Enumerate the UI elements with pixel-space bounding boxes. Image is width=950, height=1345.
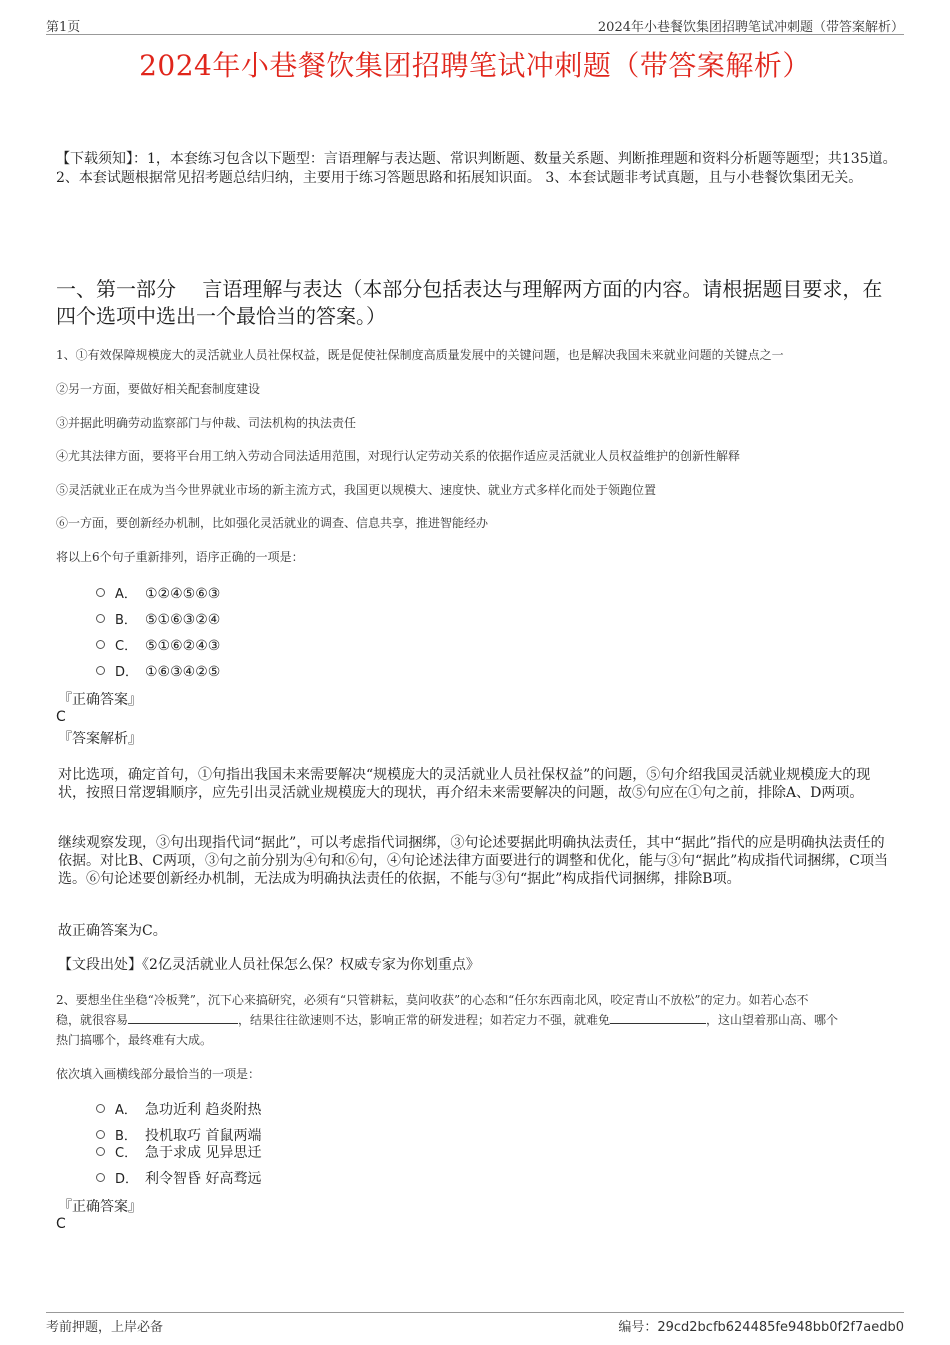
fill-blank-2 [610, 1011, 706, 1024]
q1-analysis-para-3: 故正确答案为C。 [58, 923, 167, 939]
header-doc-title: 2024年小巷餐饮集团招聘笔试冲刺题（带答案解析） [597, 20, 904, 35]
q2-answer-tag: 『正确答案』 [58, 1199, 142, 1215]
q1-source: 【文段出处】《2亿灵活就业人员社保怎么保？权威专家为你划重点》 [58, 957, 480, 973]
q1-analysis-para-2: 继续观察发现，③句出现指代词“据此”，可以考虑指代词捆绑，③句论述要据此明确执法责任，其中“据此”指代的应是明确执法责任的依据。对比B、C两项，③句之前分别为④句和⑥句，④句论述法律方面要进行的调整和优化，能与③句“据此”构成指代词捆绑，C项当选。⑥句论述要创新经办机制，无法成为明确执法责任的依据，不能与③句“据此”构成指代词捆绑，排除B项。 [58, 835, 889, 887]
q1-analysis-para-1: 对比选项，确定首句，①句指出我国未来需要解决“规模庞大的灵活就业人员社保权益”的问题，⑤句介绍我国灵活就业规模庞大的现状，按照日常逻辑顺序，应先引出灵活就业规模庞大的现状，再介绍未来需要解决的问题，故⑤句应在①句之前，排除A、D两项。 [58, 767, 871, 801]
footer-code: 编号：29cd2bcfb624485fe948bb0f2f7aedb0 [618, 1320, 904, 1335]
q1-prompt: 将以上6个句子重新排列，语序正确的一项是： [56, 550, 304, 564]
q1-analysis-tag: 『答案解析』 [58, 731, 142, 747]
document-title: 2024年小巷餐饮集团招聘笔试冲刺题（带答案解析） [139, 49, 811, 82]
radio-icon[interactable] [96, 1130, 105, 1139]
radio-icon[interactable] [96, 614, 105, 623]
q1-sentence-2: ②另一方面，要做好相关配套制度建设 [56, 382, 261, 396]
radio-icon[interactable] [96, 640, 105, 649]
section-heading: 一、第一部分 言语理解与表达（本部分包括表达与理解两方面的内容。请根据题目要求，在四个选项中选出一个最恰当的答案。） [56, 277, 883, 328]
radio-icon[interactable] [96, 1104, 105, 1113]
radio-icon[interactable] [96, 588, 105, 597]
q1-option-a[interactable]: A． ①②④⑤⑥③ [96, 585, 220, 604]
q1-sentence-1: 1、①有效保障规模庞大的灵活就业人员社保权益，既是促使社保制度高质量发展中的关键问题，也是解决我国未来就业问题的关键点之一 [56, 348, 784, 362]
q1-answer-tag: 『正确答案』 [58, 692, 142, 708]
q1-answer: C [56, 709, 66, 725]
q1-option-b[interactable]: B． ⑤①⑥③②④ [96, 611, 220, 630]
q2-option-c[interactable]: C． 急于求成 见异思迁 [96, 1144, 261, 1163]
q1-option-c[interactable]: C． ⑤①⑥②④③ [96, 637, 220, 656]
q1-option-d[interactable]: D． ①⑥③④②⑤ [96, 663, 220, 682]
q1-sentence-6: ⑥一方面，要创新经办机制，比如强化灵活就业的调查、信息共享，推进智能经办 [56, 516, 489, 530]
page-footer [46, 1312, 904, 1335]
q2-option-d[interactable]: D． 利令智昏 好高骛远 [96, 1170, 261, 1189]
q2-option-a[interactable]: A． 急功近利 趋炎附热 [96, 1101, 261, 1120]
q2-stem-line-1: 2、要想坐住坐稳“冷板凳”，沉下心来搞研究，必须有“只管耕耘，莫问收获”的心态和“任尔东西南北风，咬定青山不放松”的定力。如若心态不 [56, 993, 809, 1007]
q1-sentence-5: ⑤灵活就业正在成为当今世界就业市场的新主流方式，我国更以规模大、速度快、就业方式多样化而处于领跑位置 [56, 483, 657, 497]
q1-sentence-4: ④尤其法律方面，要将平台用工纳入劳动合同法适用范围，对现行认定劳动关系的依据作适应灵活就业人员权益维护的创新性解释 [56, 449, 741, 463]
q2-option-b[interactable]: B． 投机取巧 首鼠两端 [96, 1127, 261, 1146]
footer-slogan: 考前押题，上岸必备 [46, 1320, 164, 1335]
download-notice: 【下载须知】：1，本套练习包含以下题型：言语理解与表达题、常识判断题、数量关系题、判断推理题和资料分析题等题型；共135道。 2、本套试题根据常见招考题总结归纳，主要用于练习答题思路和拓展知识面。 3、本套试题非考试真题，且与小巷餐饮集团无关。 [56, 151, 897, 186]
q1-sentence-3: ③并据此明确劳动监察部门与仲裁、司法机构的执法责任 [56, 416, 357, 430]
q2-stem-line-3: 热门搞哪个，最终难有大成。 [56, 1033, 213, 1047]
fill-blank-1 [128, 1011, 238, 1024]
page-number: 第1页 [46, 20, 81, 35]
q2-answer: C [56, 1216, 66, 1232]
radio-icon[interactable] [96, 1147, 105, 1156]
q2-prompt: 依次填入画横线部分最恰当的一项是： [56, 1067, 261, 1081]
radio-icon[interactable] [96, 1173, 105, 1182]
q2-stem-line-2: 稳，就很容易 ，结果往往欲速则不达，影响正常的研发进程；如若定力不强，就难免 ，这山望着那山高、哪个 [56, 1013, 839, 1027]
page-header [46, 14, 904, 35]
radio-icon[interactable] [96, 666, 105, 675]
